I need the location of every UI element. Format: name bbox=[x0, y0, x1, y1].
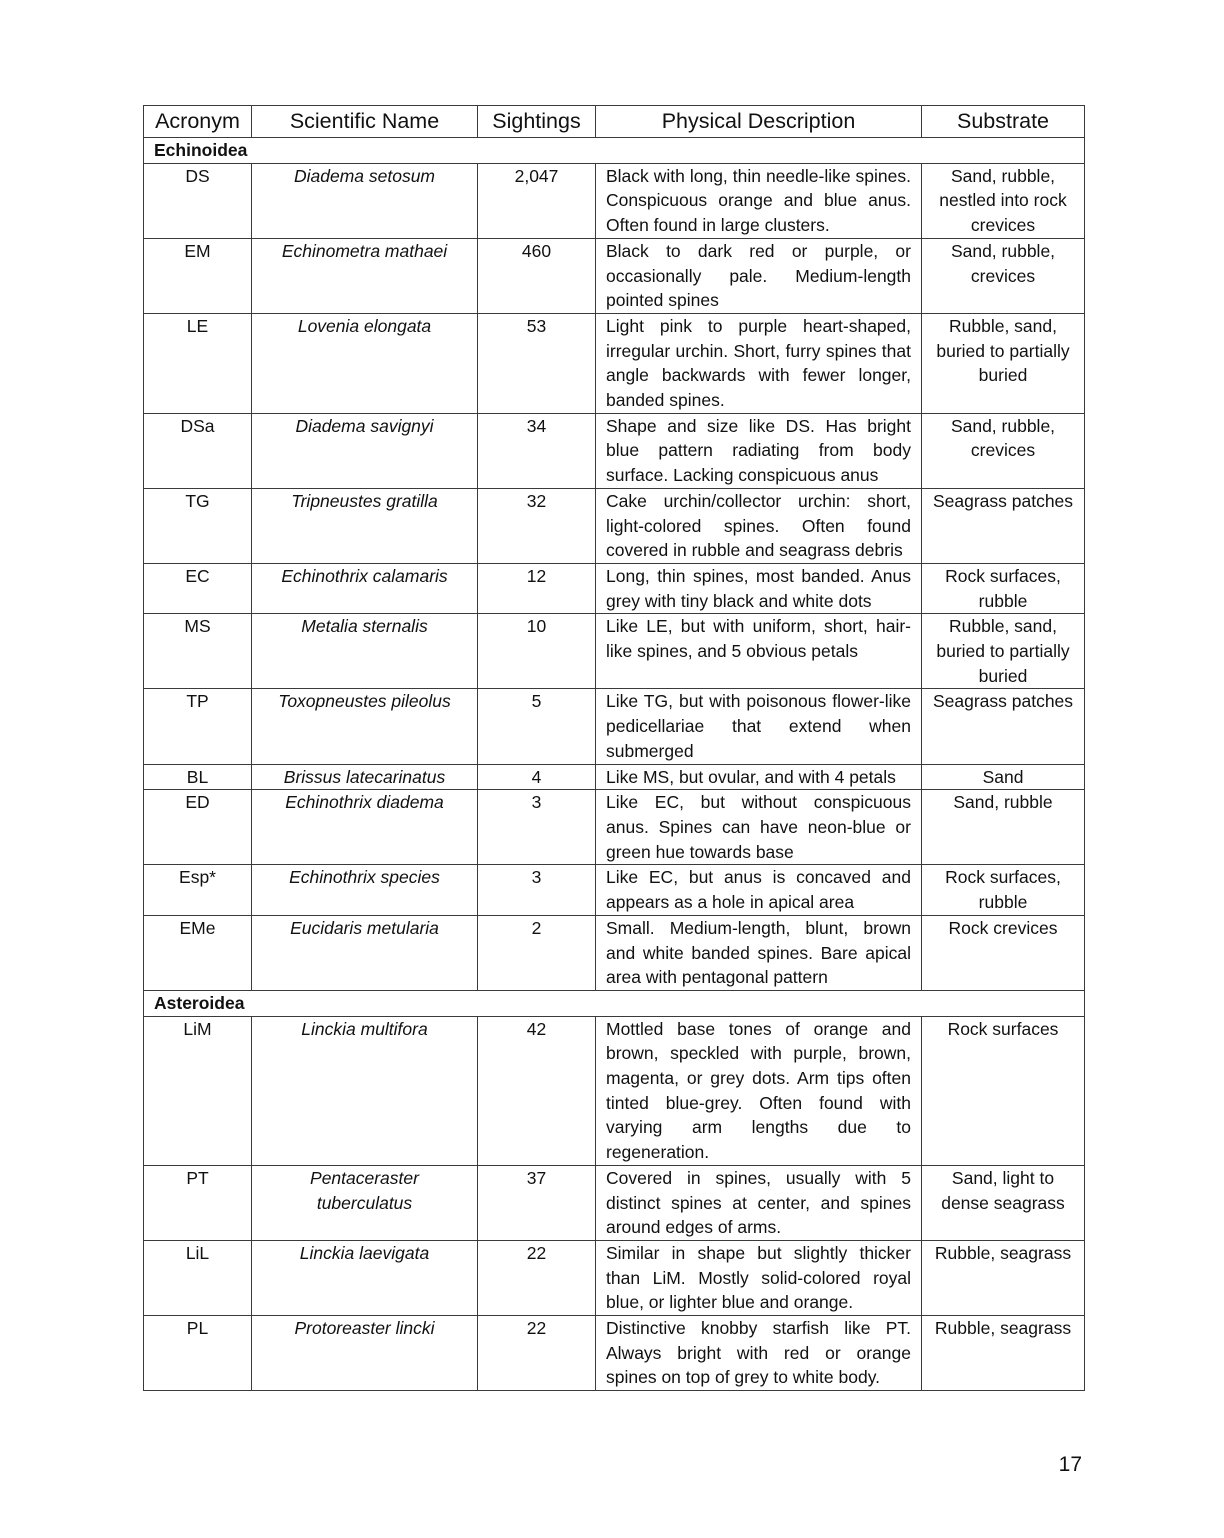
cell-scientific-name: Echinothrix calamaris bbox=[252, 563, 478, 613]
cell-acronym: LiL bbox=[144, 1240, 252, 1315]
cell-substrate: Rock surfaces, rubble bbox=[922, 563, 1085, 613]
header-physical-description: Physical Description bbox=[596, 106, 922, 138]
table-row bbox=[144, 1165, 1085, 1240]
table-row bbox=[144, 689, 1085, 764]
cell-scientific-name: Protoreaster lincki bbox=[252, 1316, 478, 1391]
cell-scientific-name: Tripneustes gratilla bbox=[252, 488, 478, 563]
table-row bbox=[144, 488, 1085, 563]
cell-sightings: 42 bbox=[478, 1016, 596, 1165]
table-row bbox=[144, 790, 1085, 865]
cell-scientific-name: Linckia multifora bbox=[252, 1016, 478, 1165]
table-row bbox=[144, 1240, 1085, 1315]
cell-description: Like MS, but ovular, and with 4 petals bbox=[596, 764, 922, 790]
cell-acronym: DS bbox=[144, 163, 252, 238]
cell-sightings: 3 bbox=[478, 865, 596, 915]
cell-scientific-name: Echinometra mathaei bbox=[252, 238, 478, 313]
header-scientific-name: Scientific Name bbox=[252, 106, 478, 138]
species-table bbox=[143, 105, 1085, 1391]
cell-sightings: 32 bbox=[478, 488, 596, 563]
cell-scientific-name: Metalia sternalis bbox=[252, 614, 478, 689]
cell-acronym: Esp* bbox=[144, 865, 252, 915]
table-row bbox=[144, 313, 1085, 413]
cell-substrate: Sand, rubble, nestled into rock crevices bbox=[922, 163, 1085, 238]
cell-scientific-name: Lovenia elongata bbox=[252, 313, 478, 413]
cell-scientific-name: Echinothrix diadema bbox=[252, 790, 478, 865]
cell-substrate: Rubble, sand, buried to partially buried bbox=[922, 614, 1085, 689]
cell-description: Covered in spines, usually with 5 distinct spines at center, and spines around edges of arms. bbox=[596, 1165, 922, 1240]
cell-description: Similar in shape but slightly thicker than LiM. Mostly solid-colored royal blue, or lighter blue and orange. bbox=[596, 1240, 922, 1315]
cell-substrate: Rock surfaces, rubble bbox=[922, 865, 1085, 915]
cell-description: Cake urchin/collector urchin: short, light-colored spines. Often found covered in rubble and seagrass debris bbox=[596, 488, 922, 563]
cell-sightings: 3 bbox=[478, 790, 596, 865]
cell-acronym: PT bbox=[144, 1165, 252, 1240]
cell-sightings: 4 bbox=[478, 764, 596, 790]
page-number: 17 bbox=[1058, 1453, 1082, 1476]
cell-scientific-name: Diadema setosum bbox=[252, 163, 478, 238]
table-row bbox=[144, 563, 1085, 613]
cell-substrate: Rubble, sand, buried to partially buried bbox=[922, 313, 1085, 413]
cell-substrate: Rubble, seagrass bbox=[922, 1316, 1085, 1391]
cell-scientific-name: Toxopneustes pileolus bbox=[252, 689, 478, 764]
header-acronym: Acronym bbox=[144, 106, 252, 138]
cell-sightings: 5 bbox=[478, 689, 596, 764]
cell-description: Like LE, but with uniform, short, hair-like spines, and 5 obvious petals bbox=[596, 614, 922, 689]
cell-substrate: Sand, rubble, crevices bbox=[922, 413, 1085, 488]
cell-sightings: 53 bbox=[478, 313, 596, 413]
cell-description: Like EC, but without conspicuous anus. Spines can have neon-blue or green hue towards base bbox=[596, 790, 922, 865]
cell-substrate: Sand, light to dense seagrass bbox=[922, 1165, 1085, 1240]
cell-acronym: PL bbox=[144, 1316, 252, 1391]
cell-substrate: Rock crevices bbox=[922, 915, 1085, 990]
table-row bbox=[144, 413, 1085, 488]
cell-scientific-name: Diadema savignyi bbox=[252, 413, 478, 488]
cell-acronym: DSa bbox=[144, 413, 252, 488]
cell-description: Small. Medium-length, blunt, brown and white banded spines. Bare apical area with pentagonal pattern bbox=[596, 915, 922, 990]
table-body bbox=[144, 138, 1085, 1391]
cell-sightings: 34 bbox=[478, 413, 596, 488]
cell-acronym: BL bbox=[144, 764, 252, 790]
cell-description: Like TG, but with poisonous flower-like pedicellariae that extend when submerged bbox=[596, 689, 922, 764]
table-row bbox=[144, 1316, 1085, 1391]
cell-acronym: MS bbox=[144, 614, 252, 689]
cell-sightings: 2,047 bbox=[478, 163, 596, 238]
cell-acronym: EM bbox=[144, 238, 252, 313]
cell-scientific-name: Linckia laevigata bbox=[252, 1240, 478, 1315]
group-label: Asteroidea bbox=[144, 990, 1085, 1016]
cell-acronym: LE bbox=[144, 313, 252, 413]
cell-acronym: EMe bbox=[144, 915, 252, 990]
cell-description: Like EC, but anus is concaved and appears as a hole in apical area bbox=[596, 865, 922, 915]
cell-description: Long, thin spines, most banded. Anus grey with tiny black and white dots bbox=[596, 563, 922, 613]
table-row bbox=[144, 614, 1085, 689]
table-row bbox=[144, 764, 1085, 790]
group-label: Echinoidea bbox=[144, 138, 1085, 164]
table-row bbox=[144, 238, 1085, 313]
cell-scientific-name: Pentaceraster tuberculatus bbox=[252, 1165, 478, 1240]
cell-sightings: 37 bbox=[478, 1165, 596, 1240]
cell-description: Mottled base tones of orange and brown, speckled with purple, brown, magenta, or grey dots. Arm tips often tinted blue-grey. Often found with varying arm lengths due to regeneration. bbox=[596, 1016, 922, 1165]
header-sightings: Sightings bbox=[478, 106, 596, 138]
table-row bbox=[144, 915, 1085, 990]
cell-acronym: EC bbox=[144, 563, 252, 613]
cell-scientific-name: Brissus latecarinatus bbox=[252, 764, 478, 790]
cell-description: Shape and size like DS. Has bright blue pattern radiating from body surface. Lacking conspicuous anus bbox=[596, 413, 922, 488]
cell-description: Light pink to purple heart-shaped, irregular urchin. Short, furry spines that angle backwards with fewer longer, banded spines. bbox=[596, 313, 922, 413]
table-row bbox=[144, 163, 1085, 238]
cell-acronym: TG bbox=[144, 488, 252, 563]
cell-acronym: TP bbox=[144, 689, 252, 764]
cell-substrate: Seagrass patches bbox=[922, 689, 1085, 764]
cell-description: Distinctive knobby starfish like PT. Always bright with red or orange spines on top of grey to white body. bbox=[596, 1316, 922, 1391]
cell-sightings: 10 bbox=[478, 614, 596, 689]
cell-substrate: Sand, rubble, crevices bbox=[922, 238, 1085, 313]
group-row bbox=[144, 138, 1085, 164]
cell-acronym: LiM bbox=[144, 1016, 252, 1165]
cell-description: Black to dark red or purple, or occasionally pale. Medium-length pointed spines bbox=[596, 238, 922, 313]
cell-acronym: ED bbox=[144, 790, 252, 865]
group-row bbox=[144, 990, 1085, 1016]
cell-substrate: Rubble, seagrass bbox=[922, 1240, 1085, 1315]
table-row bbox=[144, 865, 1085, 915]
cell-substrate: Sand, rubble bbox=[922, 790, 1085, 865]
cell-substrate: Rock surfaces bbox=[922, 1016, 1085, 1165]
header-row bbox=[144, 106, 1085, 138]
cell-sightings: 22 bbox=[478, 1316, 596, 1391]
cell-scientific-name: Echinothrix species bbox=[252, 865, 478, 915]
cell-substrate: Sand bbox=[922, 764, 1085, 790]
cell-sightings: 460 bbox=[478, 238, 596, 313]
cell-description: Black with long, thin needle-like spines. Conspicuous orange and blue anus. Often found in large clusters. bbox=[596, 163, 922, 238]
cell-sightings: 22 bbox=[478, 1240, 596, 1315]
cell-substrate: Seagrass patches bbox=[922, 488, 1085, 563]
cell-sightings: 2 bbox=[478, 915, 596, 990]
cell-scientific-name: Eucidaris metularia bbox=[252, 915, 478, 990]
table-row bbox=[144, 1016, 1085, 1165]
cell-sightings: 12 bbox=[478, 563, 596, 613]
header-substrate: Substrate bbox=[922, 106, 1085, 138]
